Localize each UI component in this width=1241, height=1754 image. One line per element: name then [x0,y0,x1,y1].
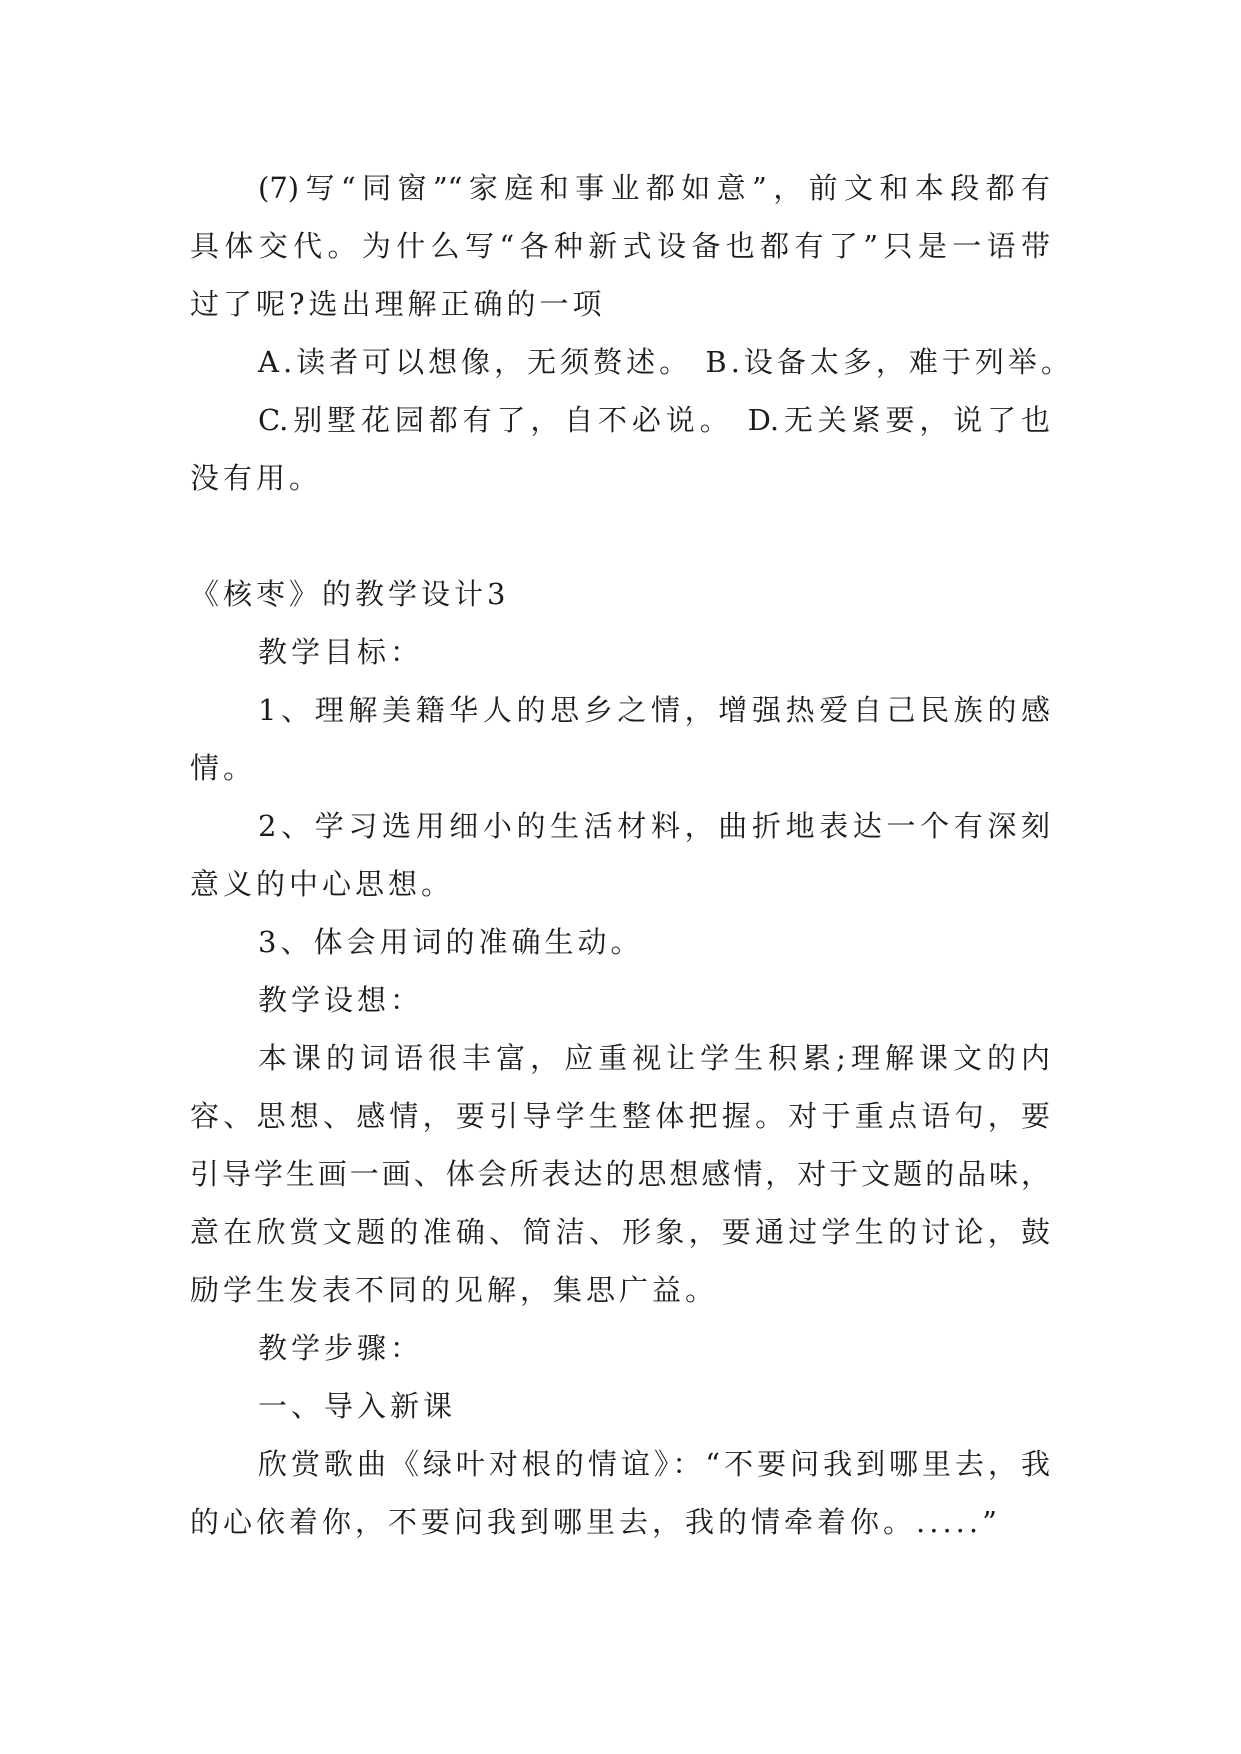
steps-heading: 教学步骤： [258,1331,424,1365]
blank-line [190,507,1241,565]
concept-paragraph [190,1029,1241,1319]
text-line: 容、思想、感情，要引导学生整体把握。对于重点语句，要 [190,1099,1050,1133]
text-line: 欣赏歌曲《绿叶对根的情谊》：“不要问我到哪里去，我 [258,1447,1050,1481]
objective-item [190,913,1241,971]
text-line: 2、学习选用细小的生活材料，曲折地表达一个有深刻 [258,809,1050,843]
text-line: (7)写“同窗”“家庭和事业都如意”，前文和本段都有 [258,171,1050,205]
text-line: 本课的词语很丰富，应重视让学生积累;理解课文的内 [258,1041,1050,1075]
text-line: 3、体会用词的准确生动。 [258,925,644,959]
text-line: 1、理解美籍华人的思乡之情，增强热爱自己民族的感 [258,693,1050,727]
text-line: C.别墅花园都有了，自不必说。 D.无关紧要，说了也 [258,403,1050,437]
objective-item [190,681,1241,797]
text-line: 意在欣赏文题的准确、简洁、形象，要通过学生的讨论，鼓 [190,1215,1050,1249]
concept-heading: 教学设想： [258,983,424,1017]
text-line: 情。 [190,751,257,785]
step-paragraph [190,1435,1241,1551]
text-line: 没有用。 [190,461,323,495]
objectives-heading: 教学目标： [258,635,424,669]
text-line: 励学生发表不同的见解，集思广益。 [190,1273,719,1307]
answer-options-cd [190,391,1241,507]
text-line: 具体交代。为什么写“各种新式设备也都有了”只是一语带 [190,229,1050,263]
text-line: 意义的中心思想。 [190,867,455,901]
text-line: 引导学生画一画、体会所表达的思想感情，对于文题的品味， [190,1157,1050,1191]
step-title: 一、导入新课 [258,1389,457,1423]
text-line: 的心依着你，不要问我到哪里去，我的情牵着你。.....” [190,1505,1001,1539]
question-paragraph [190,159,1241,333]
objective-item [190,797,1241,913]
text-line: 过了呢?选出理解正确的一项 [190,287,606,321]
answer-options-ab: A.读者可以想像，无须赘述。 B.设备太多，难于列举。 [258,345,1074,379]
section-title: 《核枣》的教学设计3 [190,577,510,611]
